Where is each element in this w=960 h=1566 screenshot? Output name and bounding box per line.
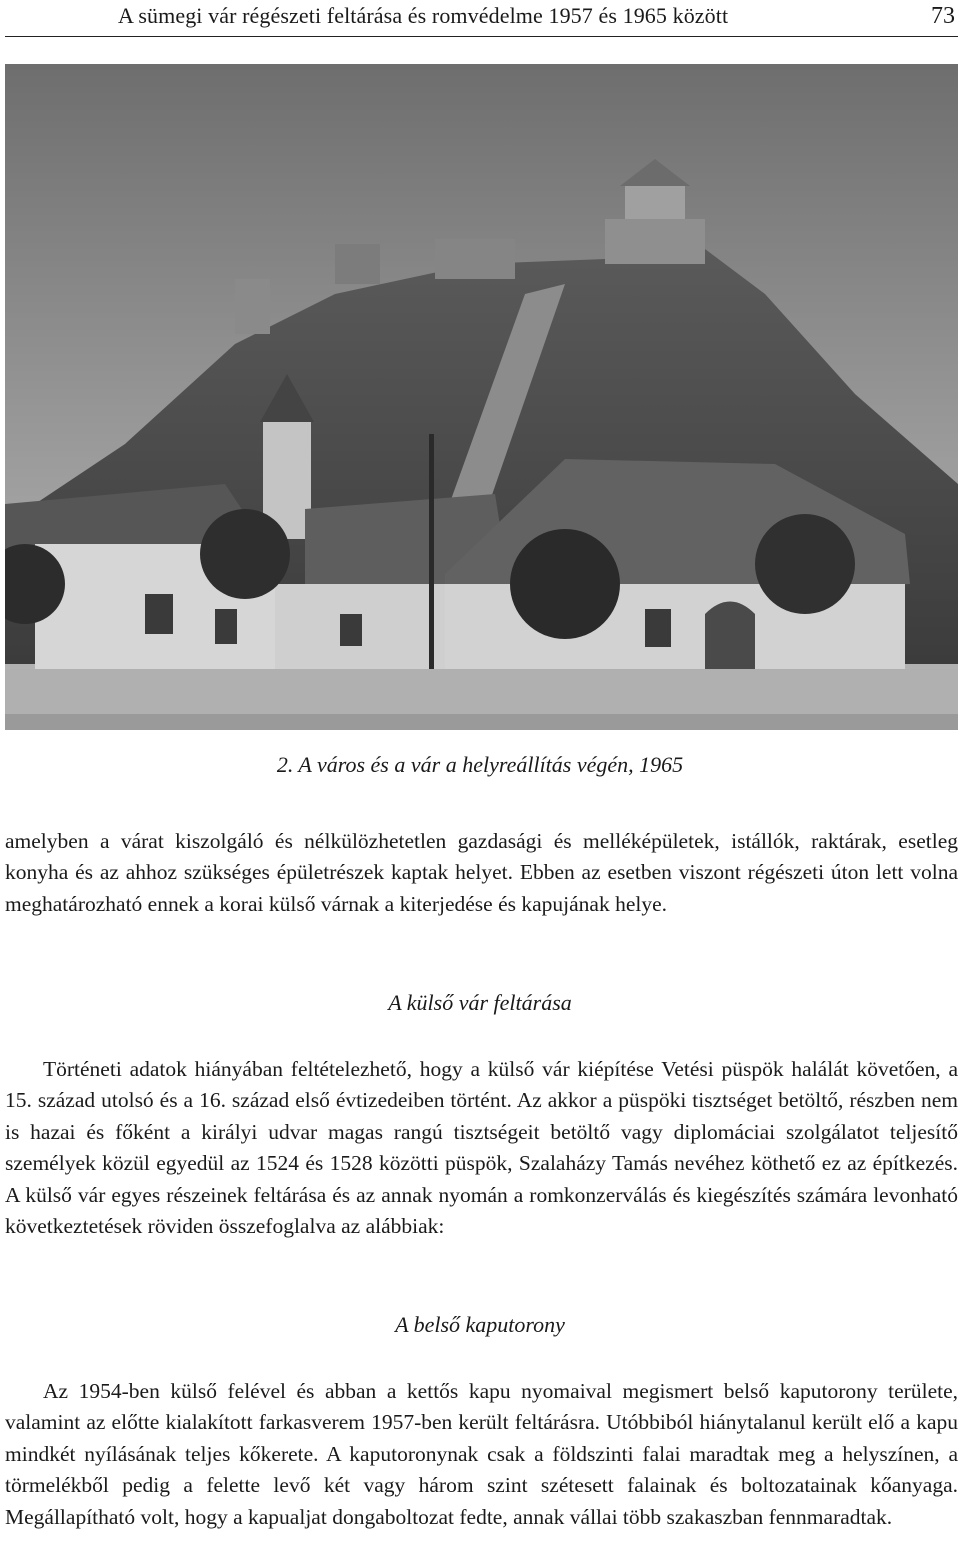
section-heading-outer-castle: A külső vár feltárása bbox=[388, 990, 572, 1015]
body-paragraph-3: Az 1954-ben külső felével és abban a kettős kapu nyomaival megismert belső kaputorony területe, valamint az előtte kialakított farkasverem 1957-ben került feltárásra. Utóbbiból hiánytalanul került elő a kapu mindkét nyílásának teljes kőkerete. A kaputoronynak csak a földszinti falai maradtak meg a helyszínen, a törmelékből pedig a felette levő két vagy három szint szétesett falainak és boltozatainak kőanyaga. Megállapítható volt, hogy a kapualjat dongaboltozat fedte, annak vállai több szakaszban fennmaradtak. bbox=[5, 1379, 958, 1529]
section-heading-inner-gate-tower: A belső kaputorony bbox=[395, 1312, 565, 1337]
page-number: 73 bbox=[931, 3, 955, 29]
castle-photo-illustration bbox=[5, 64, 958, 730]
running-title: A sümegi vár régészeti feltárása és romvédelme 1957 és 1965 között bbox=[118, 3, 729, 28]
castle-photograph bbox=[5, 64, 958, 730]
running-header bbox=[5, 0, 958, 37]
body-paragraph-2: Történeti adatok hiányában feltételezhető, hogy a külső vár kiépítése Vetési püspök halálát követően, a 15. század utolsó és a 16. század első évtizedeiben történt. Az akkor a püspöki tisztséget betöltő, részben nem is hazai és főként a királyi udvar magas rangú tisztségeit betöltő vagy diplomáciai szolgálatot teljesítő személyek közül egyedül az 1524 és 1528 közötti püspök, Szalaházy Tamás nevéhez köthető ez az építkezés. A külső vár egyes részeinek feltárása és az annak nyomán a romkonzerválás és kiegészítés számára levonható következtetések röviden összefoglalva az alábbiak: bbox=[5, 1057, 958, 1239]
figure-caption: 2. A város és a vár a helyreállítás végén, 1965 bbox=[276, 752, 684, 777]
body-paragraph-1: amelyben a várat kiszolgáló és nélkülözhetetlen gazdasági és melléképületek, istállók, raktárak, esetleg konyha és az ahhoz szükséges épületrészek kaptak helyet. Ebben az esetben viszont régészeti úton lett volna meghatározható ennek a korai külső várnak a kiterjedése és kapujának helye. bbox=[5, 829, 958, 916]
